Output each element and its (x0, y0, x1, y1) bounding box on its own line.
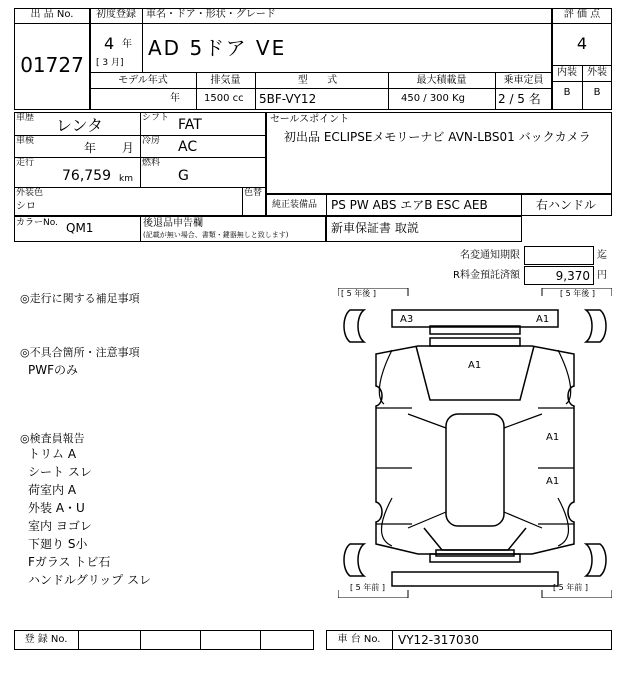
year-unit: 年 (122, 39, 132, 50)
exterior-color-value: シロ (16, 201, 36, 212)
recycle-label: R料金預託済額 (453, 270, 520, 281)
lot-label: 出 品 No. (30, 9, 74, 20)
inspector-item: ハンドルグリップ スレ (28, 573, 152, 587)
inspector-item: Fガラス トビ石 (28, 555, 111, 569)
car-name-label: 車名・ドア・形状・グレード (146, 9, 276, 20)
fuel-value: G (178, 168, 189, 184)
car-diagram-svg (338, 288, 612, 598)
history-value: レンタ (56, 116, 103, 135)
notice-box (524, 246, 594, 265)
reg-no-label: 登 録 No. (24, 634, 68, 645)
equipment-list: PS PW ABS エアB ESC AEB (331, 198, 488, 212)
chassis-label: 車 台 No. (337, 634, 381, 645)
sales-point-label: セールスポイント (270, 114, 350, 125)
inspection-label: 車検 (16, 136, 35, 146)
warranty-value: 新車保証書 取説 (331, 221, 419, 235)
damage-mark: A1 (546, 476, 560, 487)
capacity-value: 2 / 5 名 (498, 92, 541, 106)
displacement-value: 1500 cc (204, 93, 244, 104)
recycle-unit: 円 (597, 270, 607, 281)
interior-grade: B (563, 87, 571, 98)
color-no-value: QM1 (66, 221, 94, 235)
corner-label-bottom-left: [ 5 年前 ] (350, 583, 385, 592)
car-diagram (338, 288, 612, 598)
max-load-value: 450 / 300 Kg (401, 93, 465, 104)
aftermarket-label: 後退品申告欄 (143, 218, 203, 229)
inspector-item: シート スレ (28, 465, 92, 479)
ac-label: 冷房 (142, 136, 161, 146)
defect-item: PWFのみ (28, 363, 79, 377)
max-load-label: 最大積載量 (416, 75, 467, 86)
exterior-grade: B (593, 87, 601, 98)
corner-label-top-right: [ 5 年後 ] (560, 289, 595, 298)
exterior-color-label: 外装色 (16, 188, 44, 198)
model-year-value: 年 (170, 93, 180, 104)
inspector-item: 荷室内 A (28, 483, 77, 497)
mileage-unit: km (119, 174, 133, 184)
shift-label: シフト (142, 113, 170, 123)
chassis-value: VY12-317030 (398, 633, 479, 647)
inspection-value: 年 月 (84, 141, 134, 155)
color-no-label: カラーNo. (16, 218, 58, 228)
model-code: 5BF-VY12 (259, 92, 317, 106)
mileage-value: 76,759 (62, 168, 111, 184)
first-reg-label: 初度登録 (96, 9, 136, 20)
corner-label-bottom-right: [ 5 年前 ] (553, 583, 588, 592)
month-value: [ 3 月] (96, 58, 124, 68)
score-value: 4 (576, 34, 588, 53)
mileage-label: 走行 (16, 158, 35, 168)
inspector-item: 室内 ヨゴレ (28, 519, 92, 533)
steering-value: 右ハンドル (536, 198, 597, 212)
genuine-label: 純正装備品 (272, 200, 318, 210)
damage-mark: A1 (536, 314, 550, 325)
year-value: 4 (104, 34, 115, 53)
driving-notes-title: ◎走行に関する補足事項 (20, 292, 140, 305)
aftermarket-note: (記載が無い場合、書類・鍵器無しと致します) (143, 231, 289, 239)
fuel-label: 燃料 (142, 158, 161, 168)
damage-mark: A1 (468, 360, 482, 371)
car-name: AD 5ドア VE (148, 36, 287, 60)
inspector-item: 外装 A・U (28, 501, 85, 515)
score-label: 評 価 点 (563, 9, 601, 20)
capacity-label: 乗車定員 (503, 75, 544, 86)
damage-mark: A1 (546, 432, 560, 443)
shift-value: FAT (178, 117, 202, 133)
corner-label-top-left: [ 5 年後 ] (341, 289, 376, 298)
lot-number: 01727 (20, 53, 84, 77)
exterior-label: 外装 (587, 67, 607, 78)
inspector-item: トリム A (28, 447, 77, 461)
damage-mark: A3 (400, 314, 414, 325)
history-label: 車歴 (16, 113, 35, 123)
model-code-label: 型 式 (297, 75, 346, 86)
inspector-item: 下廻り S小 (28, 537, 88, 551)
ac-value: AC (178, 139, 198, 155)
repaint-label: 色替 (244, 188, 263, 198)
displacement-label: 排気量 (210, 75, 241, 86)
model-year-label: モデル年式 (118, 75, 168, 86)
inspector-title: ◎検査員報告 (20, 432, 85, 445)
interior-label: 内装 (557, 67, 577, 78)
recycle-value: 9,370 (555, 269, 590, 283)
notice-suffix: 迄 (597, 250, 607, 261)
defects-title: ◎不具合箇所・注意事項 (20, 346, 140, 359)
sales-point-value: 初出品 ECLIPSEメモリーナビ AVN-LBS01 バックカメラ (284, 130, 591, 144)
notice-label: 名変通知期限 (460, 250, 520, 261)
